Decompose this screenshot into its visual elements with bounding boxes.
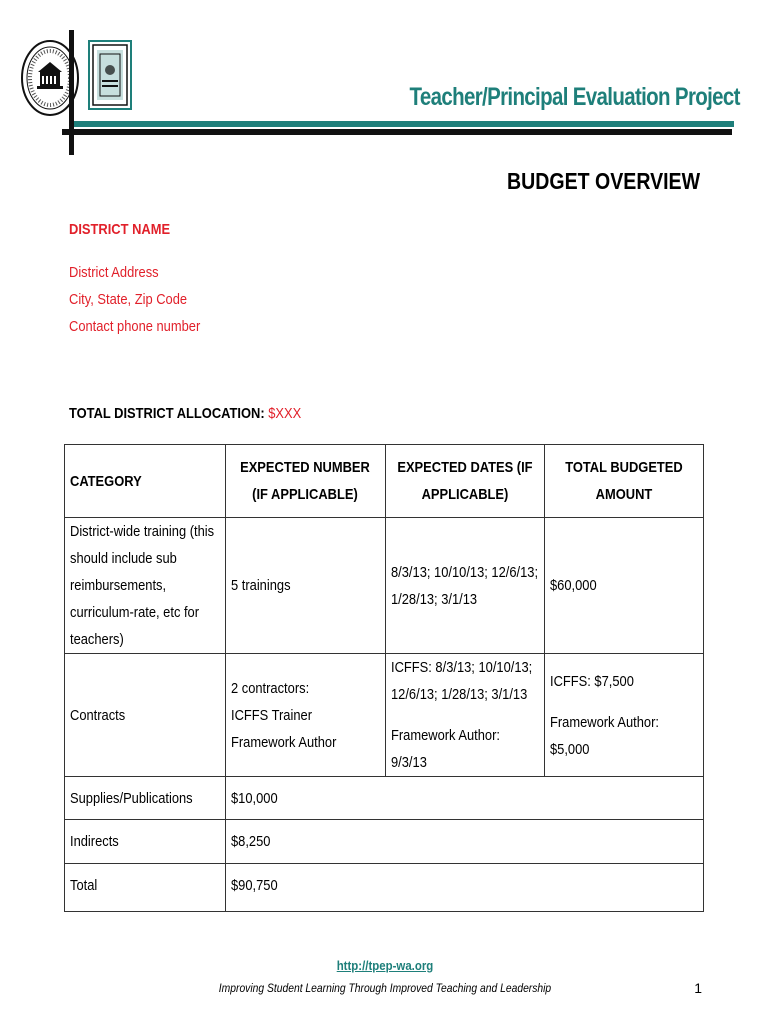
header-category: CATEGORY xyxy=(65,445,226,518)
row-contracts-amount xyxy=(544,654,703,777)
row-supplies-amount: $10,000 xyxy=(226,777,704,820)
row-training-dates: 8/3/13; 10/10/13; 12/6/13; 1/28/13; 3/1/13 xyxy=(385,518,544,654)
table-row xyxy=(65,518,704,654)
page-number: 1 xyxy=(694,980,702,996)
contracts-dates-framework: Framework Author: 9/3/13 xyxy=(390,727,500,771)
table-header-row xyxy=(65,445,704,518)
row-contracts-number: 2 contractors: ICFFS Trainer Framework Author xyxy=(226,654,385,777)
header-expected-number: EXPECTED NUMBER (IF APPLICABLE) xyxy=(226,445,385,518)
tpep-logo-icon xyxy=(88,40,132,110)
contracts-amount-framework: Framework Author: $5,000 xyxy=(549,713,659,758)
table-row xyxy=(65,820,704,864)
header-total-amount: TOTAL BUDGETED AMOUNT xyxy=(544,445,703,518)
row-training-amount: $60,000 xyxy=(544,518,703,654)
district-name: DISTRICT NAME xyxy=(69,221,171,238)
footer-tagline: Improving Student Learning Through Improved Teaching and Leadership xyxy=(218,981,552,995)
header-rule-vertical xyxy=(69,30,74,155)
row-total-amount: $90,750 xyxy=(226,864,704,912)
table-row xyxy=(65,654,704,777)
contracts-dates-icffs: ICFFS: 8/3/13; 10/10/13; 12/6/13; 1/28/13; 3/1/13 xyxy=(390,659,532,703)
row-contracts-category: Contracts xyxy=(65,654,226,777)
row-supplies-category: Supplies/Publications xyxy=(65,777,226,820)
district-phone: Contact phone number xyxy=(69,318,201,335)
header-rule-teal xyxy=(74,121,734,127)
row-training-number: 5 trainings xyxy=(226,518,385,654)
page-subtitle: BUDGET OVERVIEW xyxy=(507,168,700,194)
header-expected-dates: EXPECTED DATES (IF APPLICABLE) xyxy=(385,445,544,518)
table-row xyxy=(65,864,704,912)
district-city: City, State, Zip Code xyxy=(69,291,188,308)
table-row xyxy=(65,777,704,820)
allocation-line xyxy=(69,405,301,422)
page-title: Teacher/Principal Evaluation Project xyxy=(409,83,740,111)
footer-link[interactable]: http://tpep-wa.org xyxy=(336,958,434,973)
row-total-category: Total xyxy=(65,864,226,912)
row-training-category: District-wide training (this should include sub reimbursements, curriculum-rate, etc for teachers) xyxy=(65,518,226,654)
header-rule-dark xyxy=(62,129,732,135)
budget-table xyxy=(64,444,704,912)
row-indirects-amount: $8,250 xyxy=(226,820,704,864)
district-address: District Address xyxy=(69,264,159,281)
contracts-amount-icffs: ICFFS: $7,500 xyxy=(549,672,634,690)
allocation-value: $XXX xyxy=(268,405,302,422)
allocation-label: TOTAL DISTRICT ALLOCATION: xyxy=(69,405,265,422)
row-contracts-dates xyxy=(385,654,544,777)
row-indirects-category: Indirects xyxy=(65,820,226,864)
